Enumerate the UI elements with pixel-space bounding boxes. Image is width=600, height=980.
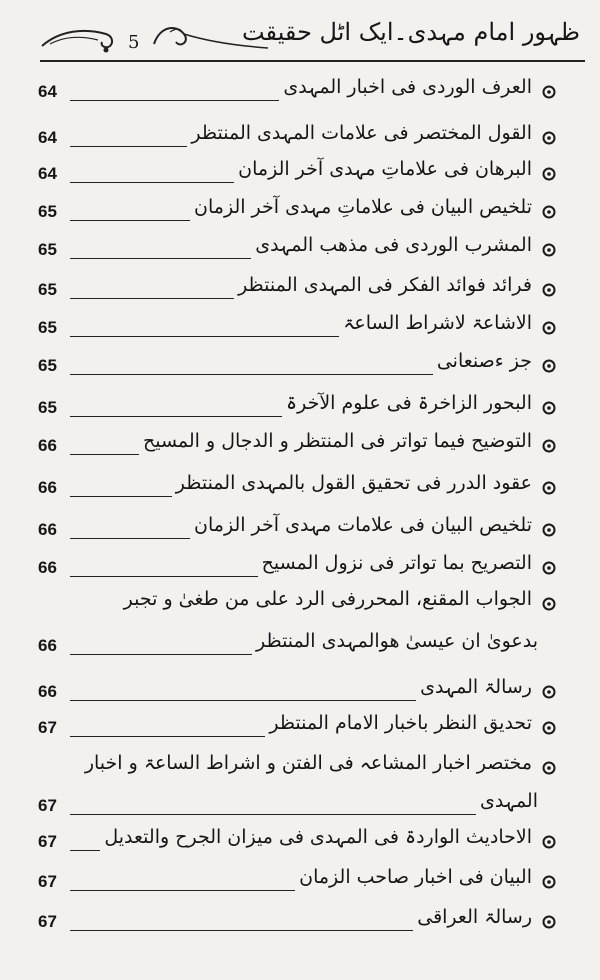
toc-entry-title: عقود الدرر فی تحقیق القول بالمہدی المنتظر [175, 472, 532, 494]
toc-entry [0, 588, 600, 618]
bullet-icon [542, 596, 556, 610]
toc-page-number: 67 [38, 872, 57, 891]
toc-page-number: 65 [38, 240, 57, 259]
toc-entry [0, 76, 600, 106]
leader-line [70, 298, 234, 299]
toc-entry [0, 826, 600, 856]
leader-line [70, 416, 282, 417]
bullet-icon [542, 166, 556, 180]
toc-entry-title: جز ءصنعانی [436, 350, 532, 372]
toc-page-number: 65 [38, 398, 57, 417]
toc-page-number: 64 [38, 128, 57, 147]
toc-entry-title: تلخیص البیان فی علامات مہدی آخر الزمان [194, 514, 532, 536]
toc-entry [0, 514, 600, 544]
leader-line [70, 576, 258, 577]
toc-page-number: 65 [38, 202, 57, 221]
toc-entry-title: تحدیق النظر باخبار الامام المنتظر [269, 712, 532, 734]
running-title: ظہور امام مہدی۔ایک اٹل حقیقت [241, 18, 580, 46]
bullet-icon [542, 720, 556, 734]
toc-page-number: 66 [38, 682, 57, 701]
toc-entry [0, 712, 600, 742]
bullet-icon [542, 400, 556, 414]
toc-entry-title: مختصر اخبار المشاعہ فی الفتن و اشراط الساعۃ و اخبار [84, 752, 532, 774]
bullet-icon [542, 242, 556, 256]
leader-line [70, 258, 251, 259]
toc-entry-title-line2: المہدی [479, 790, 538, 812]
leader-line [70, 700, 416, 701]
toc-page-number: 67 [38, 718, 57, 737]
toc-entry-title: الاشاعۃ لاشراط الساعۃ [343, 312, 532, 334]
page-number: 5 [128, 32, 140, 53]
toc-entry-title: القول المختصر فی علامات المہدی المنتظر [191, 122, 532, 144]
toc-entry-title: تلخیص البیان فی علاماتِ مہدی آخر الزمان [194, 196, 532, 218]
leader-line [70, 538, 190, 539]
leader-line [70, 454, 139, 455]
toc-entry-title: التوضیح فیما تواتر فی المنتظر و الدجال و المسیح [142, 430, 532, 452]
toc-entry [0, 274, 600, 304]
toc-entry-title: التصریح بما تواتر فی نزول المسیح [261, 552, 532, 574]
toc-page-number: 64 [38, 82, 57, 101]
leader-line [70, 930, 413, 931]
toc-entry [0, 350, 600, 380]
bullet-icon [542, 438, 556, 452]
bullet-icon [542, 760, 556, 774]
toc-entry-title: البحور الزاخرۃ فی علوم الآخرۃ [285, 392, 532, 414]
toc-page-number: 67 [38, 796, 57, 815]
toc-page-number: 67 [38, 832, 57, 851]
toc-entry-title: البرھان فی علاماتِ مہدی آخر الزمان [238, 158, 532, 180]
bullet-icon [542, 84, 556, 98]
toc-entry-title: الاحادیث الواردۃ فی المہدی فی میزان الجرح والتعدیل [104, 826, 532, 848]
leader-line [70, 336, 339, 337]
bullet-icon [542, 874, 556, 888]
bullet-icon [542, 834, 556, 848]
bullet-icon [542, 358, 556, 372]
leader-line [70, 850, 100, 851]
bullet-icon [542, 130, 556, 144]
toc-page-number: 65 [38, 318, 57, 337]
bullet-icon [542, 480, 556, 494]
bullet-icon [542, 522, 556, 536]
toc-entry [0, 430, 600, 460]
leader-line [70, 654, 252, 655]
toc-entry [0, 122, 600, 152]
toc-entry-title: البیان فی اخبار صاحب الزمان [299, 866, 532, 888]
toc-entry-title: الجواب المقنع، المحررفی الرد علی من طغیٰ و تجبر [123, 588, 532, 610]
leader-line [70, 146, 187, 147]
toc-entry [0, 752, 600, 782]
bullet-icon [542, 560, 556, 574]
toc-entry [0, 906, 600, 936]
bullet-icon [542, 282, 556, 296]
toc-page-number: 66 [38, 436, 57, 455]
bullet-icon [542, 204, 556, 218]
leader-line [70, 374, 433, 375]
toc-entry [0, 158, 600, 188]
leader-line [70, 890, 295, 891]
toc-entry-title-line2: بدعویٰ ان عیسیٰ ھوالمہدی المنتظر [256, 630, 538, 652]
toc-entry-title: رسالۃ العراقی [417, 906, 532, 928]
toc-entry-continuation [0, 630, 600, 660]
toc-page-number: 66 [38, 520, 57, 539]
toc-entry [0, 234, 600, 264]
toc-page-number: 67 [38, 912, 57, 931]
leader-line [70, 496, 172, 497]
toc-entry [0, 866, 600, 896]
toc-entry [0, 552, 600, 582]
leader-line [70, 182, 234, 183]
toc-entry [0, 472, 600, 502]
toc-entry [0, 676, 600, 706]
toc-entry-title: المشرب الوردی فی مذھب المہدی [255, 234, 532, 256]
toc-entry [0, 196, 600, 226]
bullet-icon [542, 914, 556, 928]
toc-entry-title: العرف الوردی فی اخبار المہدی [283, 76, 532, 98]
leader-line [70, 100, 279, 101]
toc-page-number: 65 [38, 280, 57, 299]
leader-line [70, 736, 265, 737]
toc-entry [0, 312, 600, 342]
bullet-icon [542, 684, 556, 698]
toc-entry [0, 392, 600, 422]
toc-page-number: 66 [38, 636, 57, 655]
toc-page-number: 66 [38, 478, 57, 497]
leader-line [70, 220, 190, 221]
toc-page-number: 66 [38, 558, 57, 577]
toc-entry-title: رسالۃ المہدی [420, 676, 532, 698]
leader-line [70, 814, 476, 815]
toc-page-number: 64 [38, 164, 57, 183]
bullet-icon [542, 320, 556, 334]
toc-entry-title: فرائد فوائد الفکر فی المہدی المنتظر [238, 274, 532, 296]
toc-page-number: 65 [38, 356, 57, 375]
toc-entry-continuation [0, 790, 600, 820]
